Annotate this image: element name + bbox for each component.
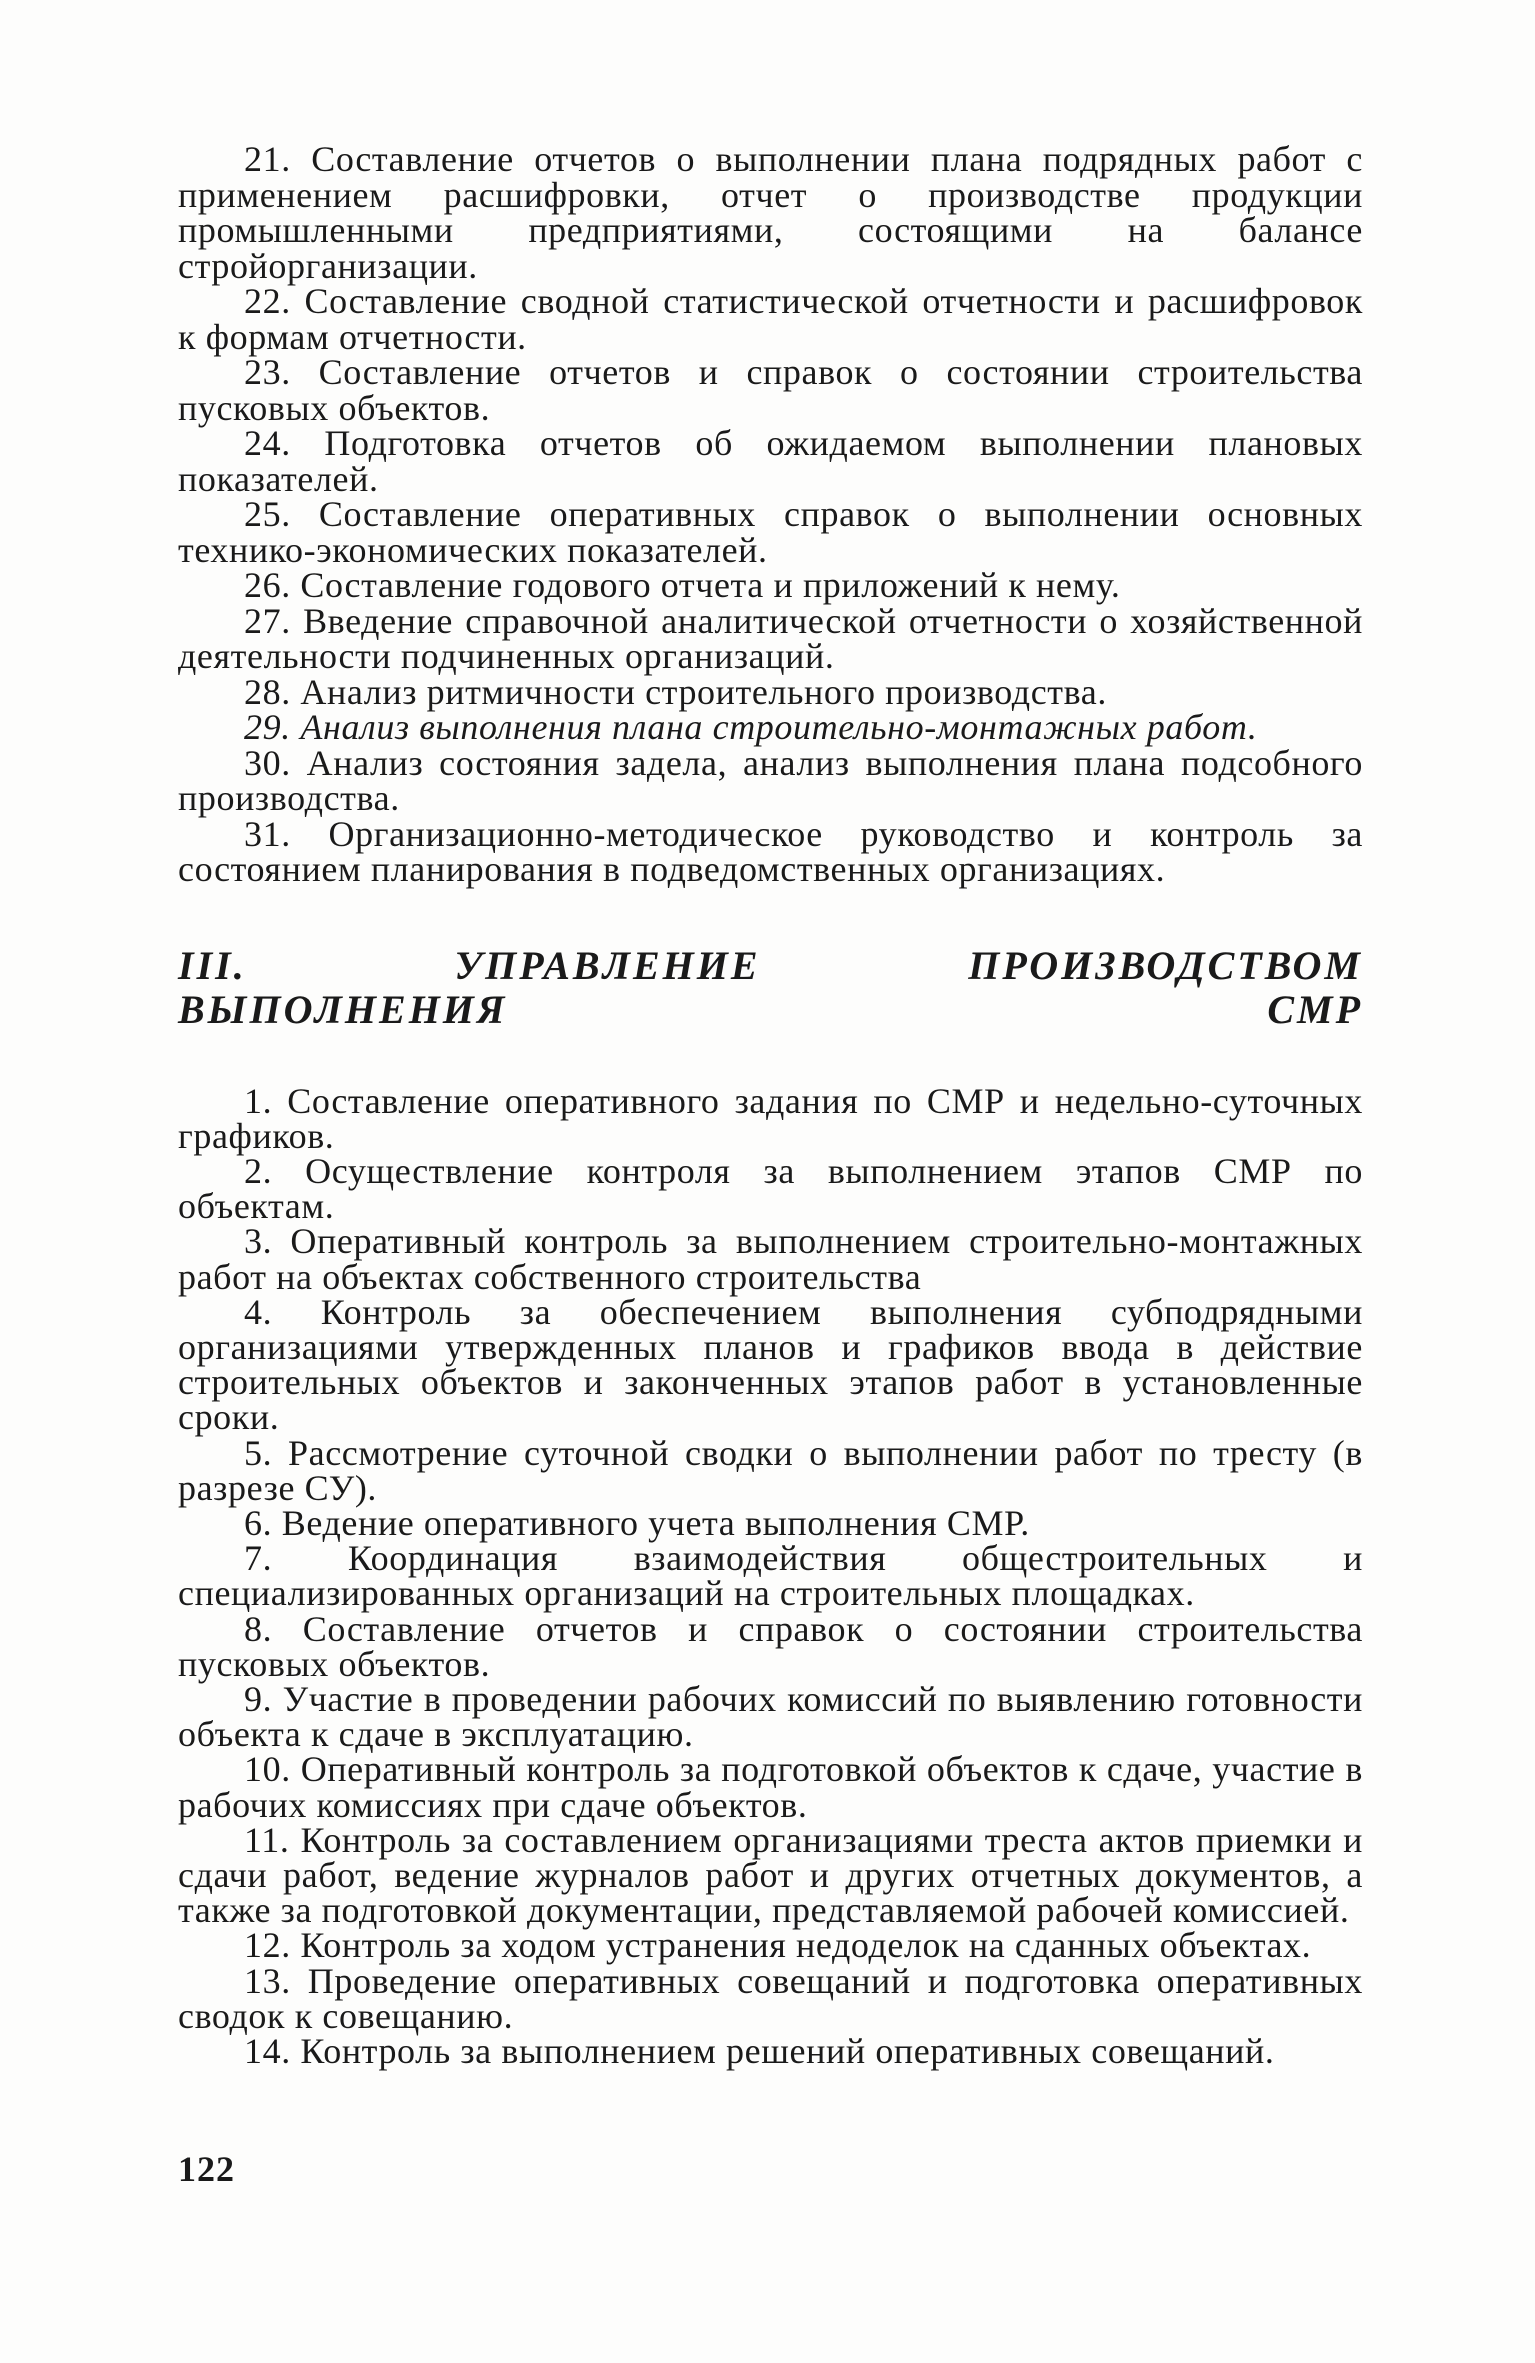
list-item: 25. Составление оперативных справок о выполнении основных технико-экономических показателей. (178, 494, 1363, 570)
list-item: 23. Составление отчетов и справок о состоянии строительства пусковых объектов. (178, 352, 1363, 428)
list-item: 1. Составление оперативного задания по СМР и недельно-суточных графиков. (178, 1080, 1363, 1156)
page-number: 122 (178, 2149, 235, 2189)
list-item: 7. Координация взаимодействия общестроительных и специализированных организаций на строительных площадках. (178, 1538, 1363, 1614)
list-item: 4. Контроль за обеспечением выполнения субподрядными организациями утвержденных планов и графиков ввода в действие строительных объектов и законченных этапов работ в установленные сроки. (178, 1291, 1363, 1438)
list-item: 30. Анализ состояния задела, анализ выполнения плана подсобного производства. (178, 742, 1363, 818)
list-item: 10. Оперативный контроль за подготовкой объектов к сдаче, участие в рабочих комиссиях при сдаче объектов. (178, 1749, 1363, 1825)
list-item: 2. Осуществление контроля за выполнением этапов СМР по объектам. (178, 1150, 1363, 1227)
list-item: 8. Составление отчетов и справок о состоянии строительства пусковых объектов. (178, 1608, 1363, 1684)
duties-list-part1 (178, 139, 1363, 889)
list-item: 22. Составление сводной статистической отчетности и расшифровок к формам отчетности. (178, 281, 1363, 357)
list-item: 9. Участие в проведении рабочих комиссий по выявлению готовности объекта к сдаче в эксплуатацию. (178, 1678, 1363, 1755)
list-item: 12. Контроль за ходом устранения недоделок на сданных объектах. (244, 1925, 1312, 1966)
list-item: 6. Ведение оперативного учета выполнения СМР. (244, 1502, 1030, 1543)
list-item: 24. Подготовка отчетов об ожидаемом выполнении плановых показателей. (178, 423, 1363, 499)
duties-list-part2 (178, 1080, 1363, 2071)
list-item: 14. Контроль за выполнением решений оперативных совещаний. (244, 2030, 1275, 2071)
list-item: 28. Анализ ритмичности строительного производства. (244, 671, 1107, 712)
text-column (178, 139, 1363, 2071)
list-item: 3. Оперативный контроль за выполнением строительно-монтажных работ на объектах собственного строительства (178, 1221, 1363, 1297)
list-item: 11. Контроль за составлением организациями треста актов приемки и сдачи работ, ведение журналов работ и других отчетных документов, а также за подготовкой документации, представляемой рабочей комиссией. (178, 1819, 1363, 1931)
list-item: 29. Анализ выполнения плана строительно-монтажных работ. (244, 707, 1258, 747)
list-item: 31. Организационно-методическое руководство и контроль за состоянием планирования в подведомственных организациях. (178, 813, 1363, 889)
list-item: 5. Рассмотрение суточной сводки о выполнении работ по тресту (в разрезе СУ). (178, 1432, 1363, 1508)
list-item: 21. Составление отчетов о выполнении плана подрядных работ с применением расшифровки, отчет о производстве продукции промышленными предприятиями, состоящими на балансе стройорганизации. (178, 139, 1363, 286)
section-heading: III. УПРАВЛЕНИЕ ПРОИЗВОДСТВОМ ВЫПОЛНЕНИЯ СМР (178, 942, 1363, 1032)
list-item: 26. Составление годового отчета и приложений к нему. (244, 565, 1121, 605)
list-item: 13. Проведение оперативных совещаний и подготовка оперативных сводок к совещанию. (178, 1960, 1363, 2036)
list-item: 27. Введение справочной аналитической отчетности о хозяйственной деятельности подчиненных организаций. (178, 600, 1363, 676)
